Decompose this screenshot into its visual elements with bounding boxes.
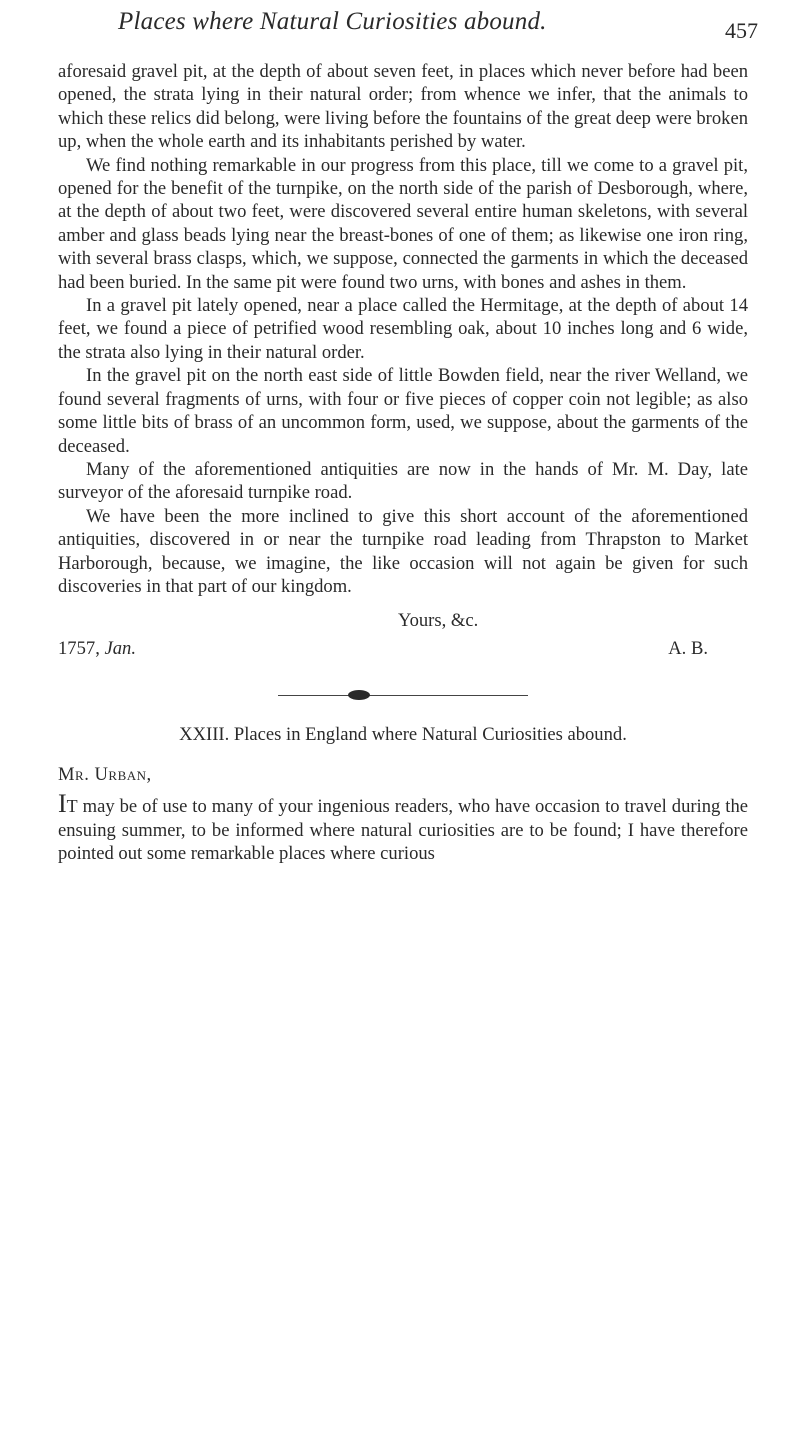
paragraph-4: In the gravel pit on the north east side of little Bowden field, near the river Welland, we found several fragments of urns, with four or five pieces of copper coin not legible; as also some little bits of brass of an uncommon form, used, we suppose, about the garments of the deceased.: [58, 365, 748, 457]
drop-cap: It: [58, 789, 78, 819]
paragraph-6: We have been the more inclined to give this short account of the aforementioned antiquities, discovered in or near the turnpike road leading from Thrapston to Market Harborough, because, we imagine, the like occasion will not again be given for such discoveries in that part of our kingdom.: [58, 505, 748, 597]
salutation: Mr. Urban,: [58, 764, 152, 786]
signoff-yours: Yours, &c.: [398, 610, 479, 632]
article-body-text: may be of use to many of your ingenious readers, who have occasion to travel during the ensuing summer, to be informed where natural curiosities are to be found; I have therefore pointed out some remarkable places where curious: [58, 796, 748, 865]
divider-ornament-icon: [348, 690, 370, 700]
running-head: [58, 0, 758, 60]
paragraph-5: Many of the aforementioned antiquities are now in the hands of Mr. M. Day, late surveyor of the aforesaid turnpike road.: [58, 458, 748, 504]
signoff-initials: A. B.: [668, 638, 708, 660]
running-head-title: Places where Natural Curiosities abound.: [118, 8, 547, 35]
signoff-month: Jan.: [104, 638, 136, 660]
paragraph-1: aforesaid gravel pit, at the depth of about seven feet, in places which never before had been opened, the strata lying in their natural order; from whence we infer, that the animals to which these relics did belong, were living before the fountains of the great deep were broken up, when the whole earth and its inhabitants perished by water.: [58, 61, 748, 153]
signoff-line: [58, 638, 748, 660]
book-page: [58, 0, 758, 866]
divider-line: [278, 695, 528, 696]
article-heading: XXIII. Places in England where Natural Curiosities abound.: [179, 724, 627, 746]
paragraph-2: We find nothing remarkable in our progress from this place, till we come to a gravel pit, opened for the benefit of the turnpike, on the north side of the parish of Desborough, where, at the depth of about two feet, were discovered several entire human skeletons, with several amber and glass beads lying near the breast-bones of one of them; as likewise one iron ring, with several brass clasps, which, we suppose, connected the garments in which the deceased had been buried. In the same pit were found two urns, with bones and ashes in them.: [58, 154, 748, 293]
section-divider: [278, 690, 528, 700]
page-number: 457: [725, 18, 758, 43]
paragraph-3: In a gravel pit lately opened, near a place called the Hermitage, at the depth of about 14 feet, we found a piece of petrified wood resembling oak, about 10 inches long and 6 wide, the strata also lying in their natural order.: [58, 295, 748, 363]
signoff-date: [58, 638, 136, 660]
signoff-year: 1757,: [58, 638, 100, 660]
article-body: [58, 789, 748, 865]
